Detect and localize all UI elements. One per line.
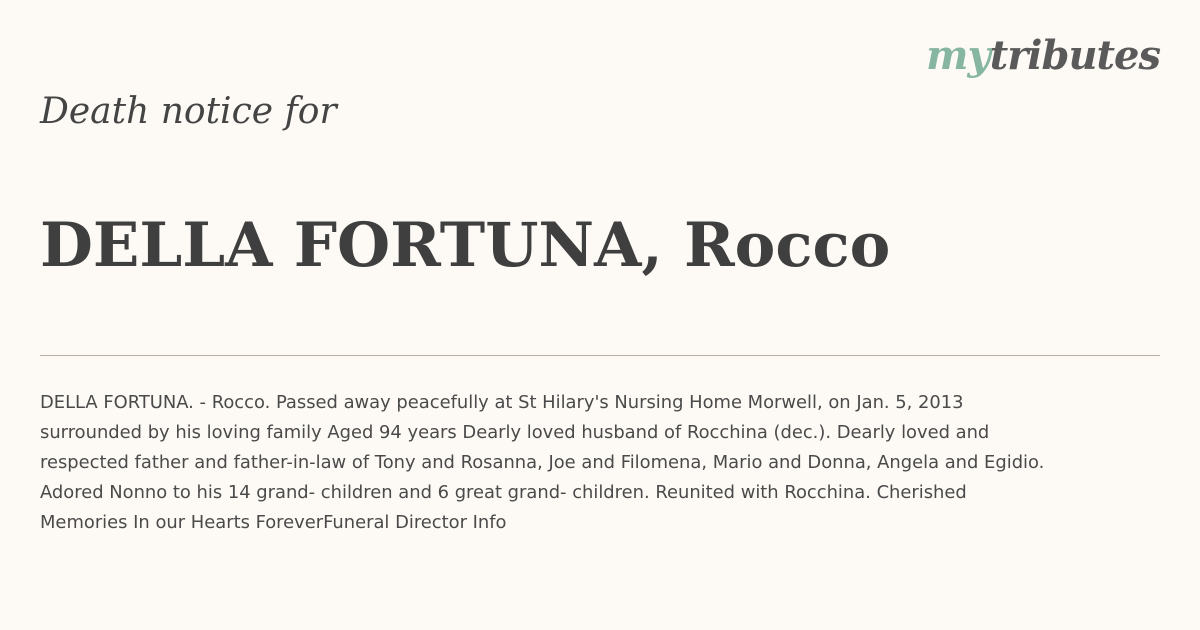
- logo-my: my: [926, 32, 990, 79]
- mytributes-logo[interactable]: [926, 32, 1160, 79]
- notice-line: DELLA FORTUNA. - Rocco. Passed away peacefully at St Hilary's Nursing Home Morwell, on Jan. 5, 2013: [40, 392, 964, 413]
- notice-line: Adored Nonno to his 14 grand- children and 6 great grand- children. Reunited with Rocchina. Cherished: [40, 482, 967, 503]
- death-notice-subtitle: Death notice for: [40, 91, 337, 132]
- deceased-name: DELLA FORTUNA, Rocco: [40, 210, 891, 281]
- notice-text: [40, 388, 1180, 538]
- notice-line: Memories In our Hearts ForeverFuneral Director Info: [40, 512, 507, 533]
- notice-line: surrounded by his loving family Aged 94 years Dearly loved husband of Rocchina (dec.). Dearly loved and: [40, 422, 990, 443]
- logo-tributes: tributes: [989, 32, 1160, 79]
- notice-line: respected father and father-in-law of Tony and Rosanna, Joe and Filomena, Mario and Donna, Angela and Egidio.: [40, 452, 1045, 473]
- divider: [40, 355, 1160, 356]
